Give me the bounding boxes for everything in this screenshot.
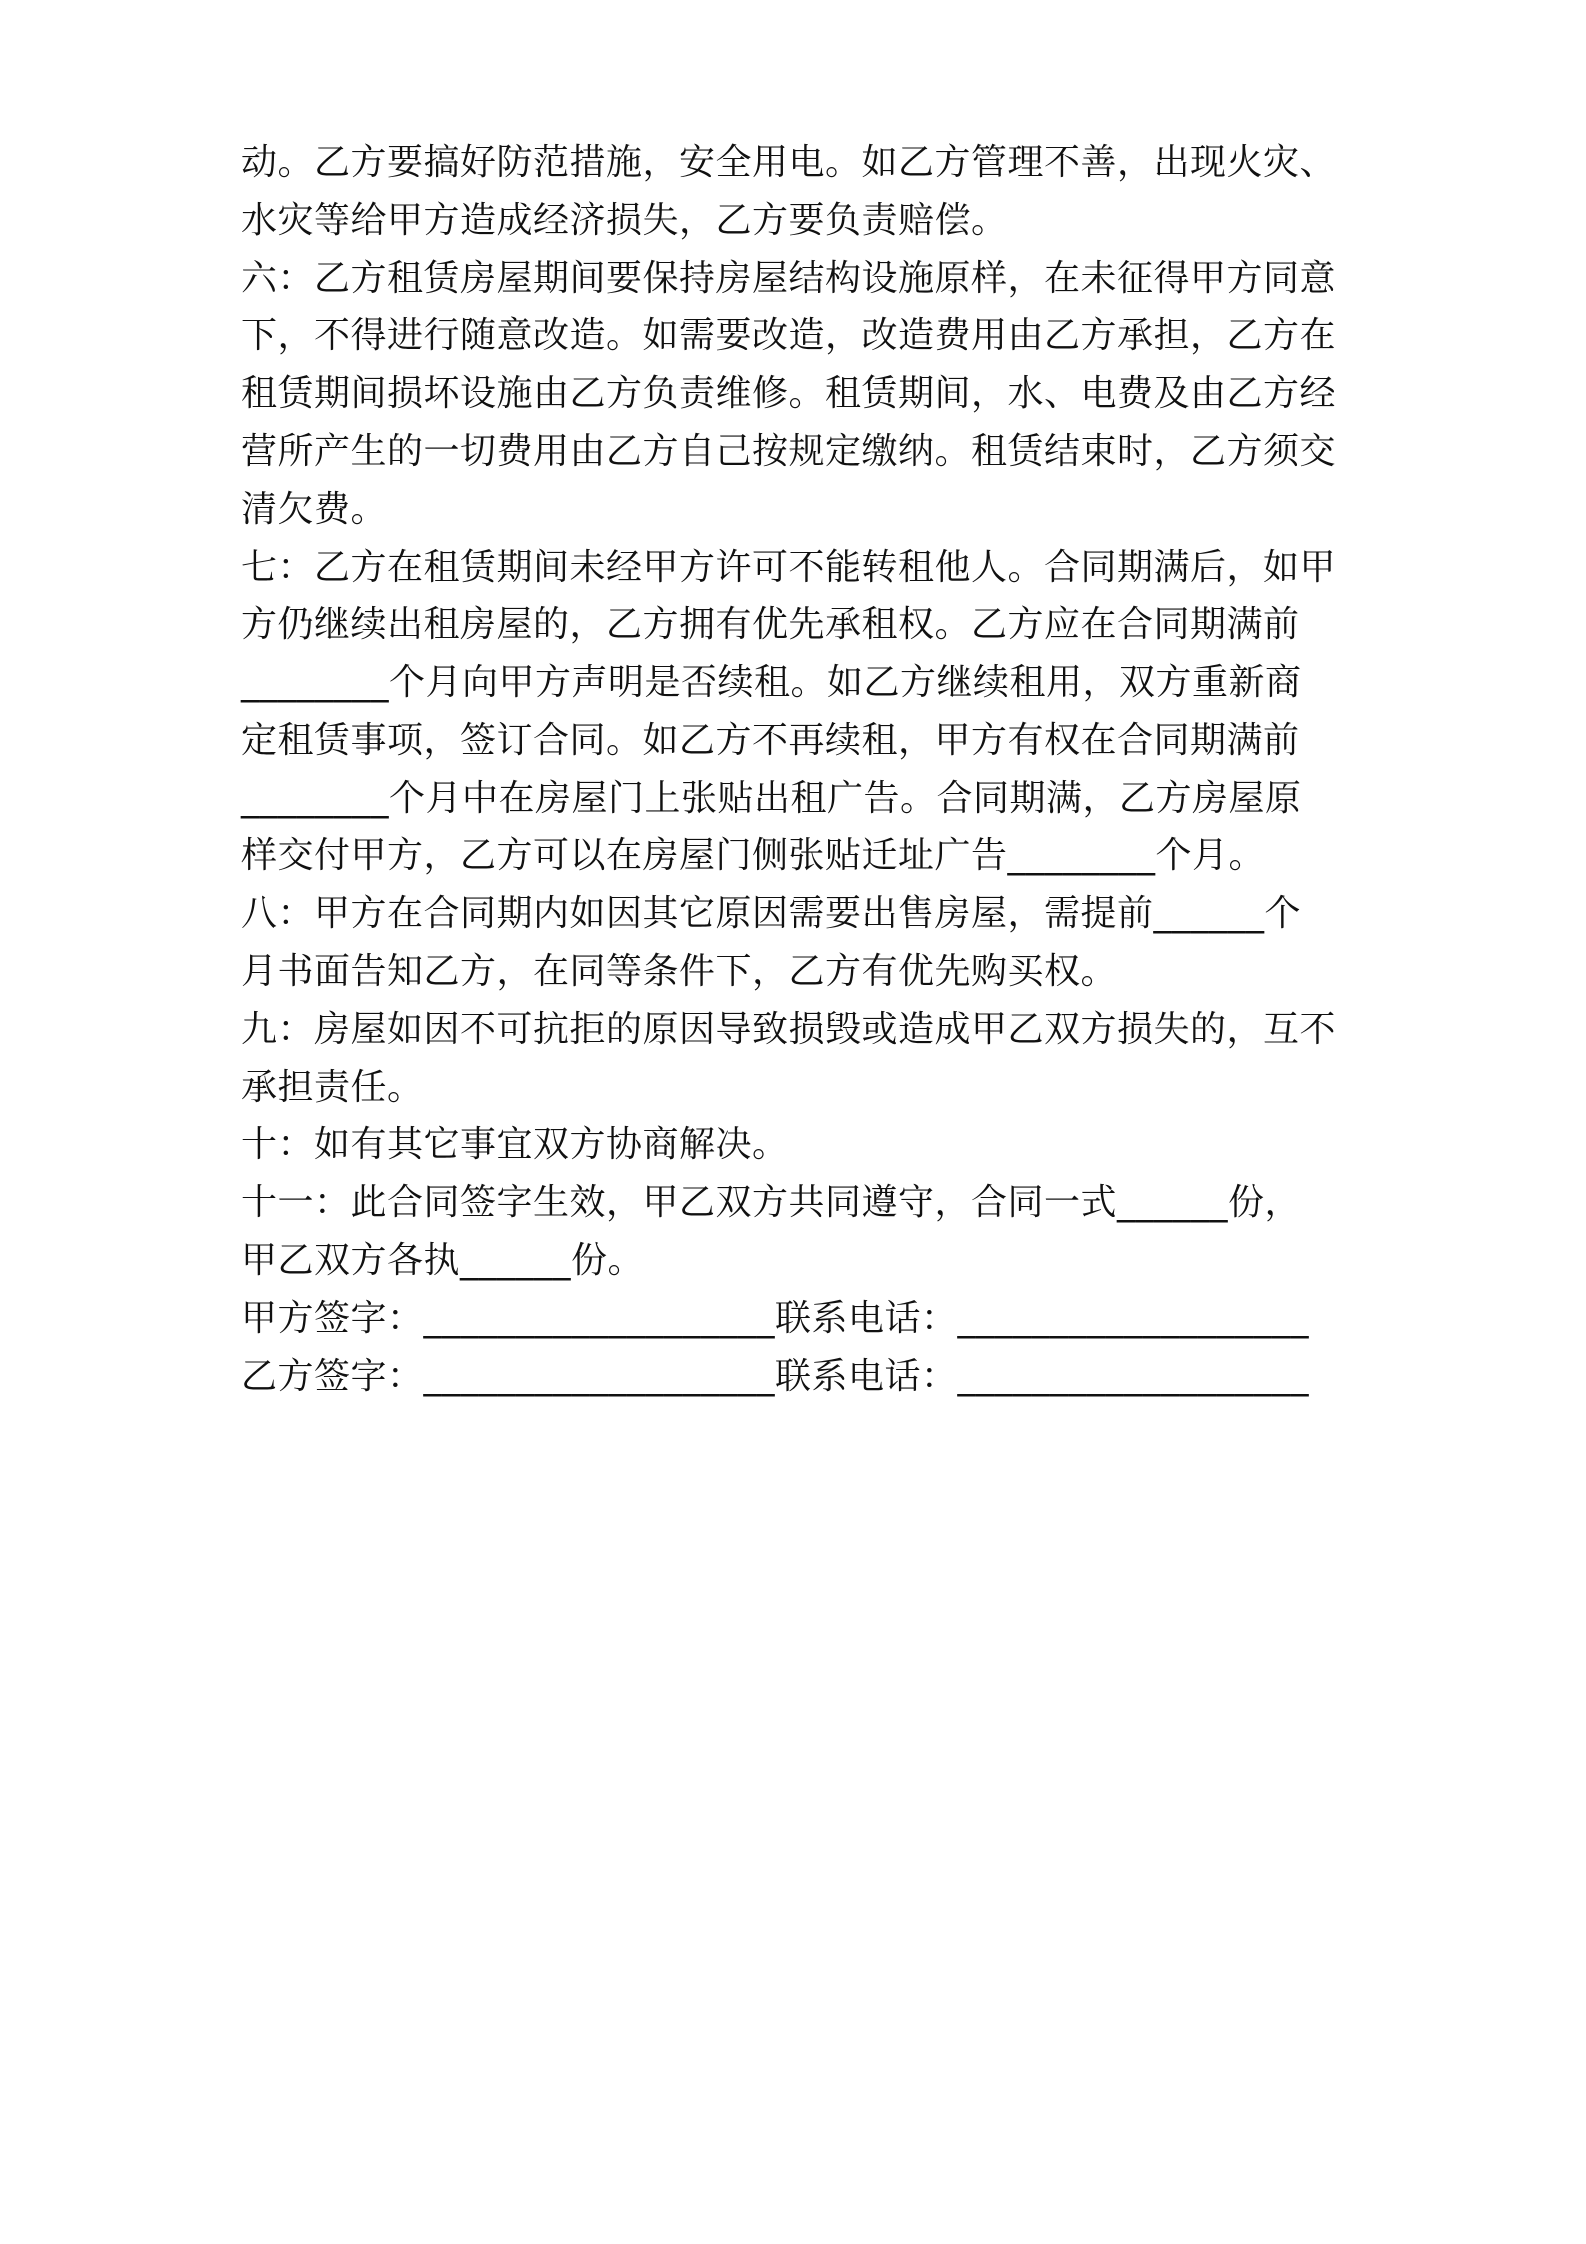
text-line: ________个月中在房屋门上张贴出租广告。合同期满，乙方房屋原 xyxy=(241,778,1302,819)
text-line: 下，不得进行随意改造。如需要改造，改造费用由乙方承担，乙方在 xyxy=(241,315,1337,356)
text-line: ________个月向甲方声明是否续租。如乙方继续租用，双方重新商 xyxy=(241,662,1302,703)
text-line: 水灾等给甲方造成经济损失，乙方要负责赔偿。 xyxy=(241,200,1008,241)
party-a-signature-line: 甲方签字：___________________联系电话：___________________ xyxy=(241,1298,1310,1339)
text-line: 方仍继续出租房屋的，乙方拥有优先承租权。乙方应在合同期满前 xyxy=(241,604,1300,645)
clause-6-line: 六：乙方租赁房屋期间要保持房屋结构设施原样，在未征得甲方同意 xyxy=(241,258,1337,299)
text-line: 营所产生的一切费用由乙方自己按规定缴纳。租赁结束时，乙方须交 xyxy=(241,431,1337,472)
text-line: 月书面告知乙方，在同等条件下，乙方有优先购买权。 xyxy=(241,951,1118,992)
clause-8-line: 八：甲方在合同期内如因其它原因需要出售房屋，需提前______个 xyxy=(241,893,1302,934)
text-line: 定租赁事项，签订合同。如乙方不再续租，甲方有权在合同期满前 xyxy=(241,720,1300,761)
text-line: 动。乙方要搞好防范措施，安全用电。如乙方管理不善，出现火灾、 xyxy=(241,142,1337,183)
text-line: 样交付甲方，乙方可以在房屋门侧张贴迁址广告________个月。 xyxy=(241,835,1266,876)
text-line: 清欠费。 xyxy=(241,489,388,530)
clause-9-line: 九：房屋如因不可抗拒的原因导致损毁或造成甲乙双方损失的，互不 xyxy=(241,1009,1337,1050)
party-b-signature-line: 乙方签字：___________________联系电话：___________________ xyxy=(241,1356,1310,1397)
clause-10-line: 十：如有其它事宜双方协商解决。 xyxy=(241,1124,789,1165)
text-line: 承担责任。 xyxy=(241,1067,424,1108)
clause-7-line: 七：乙方在租赁期间未经甲方许可不能转租他人。合同期满后，如甲 xyxy=(241,547,1337,588)
text-line: 租赁期间损坏设施由乙方负责维修。租赁期间，水、电费及由乙方经 xyxy=(241,373,1337,414)
text-line: 甲乙双方各执______份。 xyxy=(241,1240,645,1281)
clause-11-line: 十一：此合同签字生效，甲乙双方共同遵守，合同一式______份， xyxy=(241,1182,1302,1223)
